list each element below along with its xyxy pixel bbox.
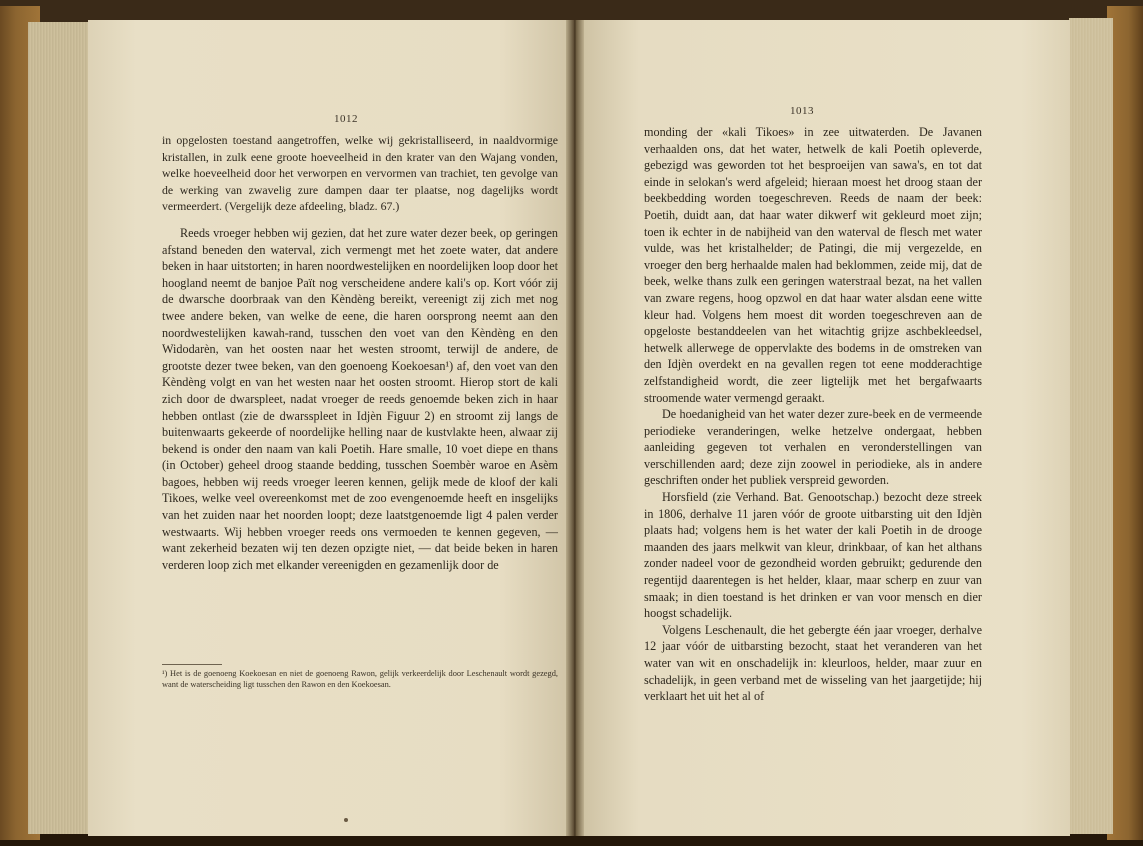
right-paragraph-3: Horsfield (zie Verhand. Bat. Genootschap.) bezocht deze streek in 1806, derhalve 11 jaren vóór de groote uitbarsting uit den Idjèn plaats had; volgens hem is het water der kali Poetih in de drooge maanden des jaars melkwit van kleur, drinkbaar, of kan het althans zonder nadeel voor de gezondheid worden gebruikt; gedurende den regentijd daarentegen is het helder, klaar, maar scherp en zuur van smaak; in dien toestand is het drinken er van voor mensch en dier hoogst schadelijk. [644, 490, 982, 621]
right-page-text [644, 124, 982, 705]
left-paragraph-2: Reeds vroeger hebben wij gezien, dat het zure water dezer beek, op geringen afstand beneden den waterval, zich vermengt met het zoete water, dat andere beken in haar uitstorten; in haren noordwestelijken en noordelijken loop door het hoogland neemt de banjoe Paït nog verscheidene andere kali's op. Kort vóór zij de dwarsche doorbraak van den Kèndèng bereikt, vereenigt zij zich met nog twee andere beken, van welke de eene, die haren oorsprong neemt aan den noordwestelijken kawah-rand, tusschen den voet van den Kèndèng en den Widodarèn, van het oosten naar het westen stroomt, terwijl de andere, de grootste dezer twee beken, van den goenoeng Koekoesan¹) af, den voet van den Kèndèng volgt en van het westen naar het oosten stroomt. Hierop stort de kali zich door de dwarspleet, nadat vroeger de reeds genoemde beken zich in haar hebben ontlast (zie de dwarsspleet in Idjèn Figuur 2) en stroomt zij langs de buitenwaarts gekeerde of noordelijke helling naar de kustvlakte heen, alwaar zij bekend is onder den naam van kali Poetih. Hare smalle, 10 voet diepe en thans (in October) geheel droog staande bedding, tusschen Soembèr waroe en Asèm bagoes, hebben wij reeds vroeger leeren kennen, gelijk mede de kloof der kali Tikoes, welke veel overeenkomst met de zoo evengenoemde heeft en insgelijks van het zuiden naar het noorden loopt; deze laatstgenoemde ligt 4 palen verder westwaarts. Wij hebben vroeger reeds ons vermoeden te kennen gegeven, — want zekerheid bezaten wij ten dezen opzigte niet, — dat beide beken in haren verderen loop zich met elkander vereenigden en gezamenlijk door de [162, 225, 558, 572]
footnote-rule [162, 664, 222, 665]
left-page-number: 1012 [334, 113, 358, 125]
book-gutter [566, 20, 584, 836]
right-paragraph-1: monding der «kali Tikoes» in zee uitwaterden. De Javanen verhaalden ons, dat het water, hetwelk de kali Poetih opleverde, gebezigd was geworden tot het besproeijen van sawa's, en tot dat einde in selokan's werd afgeleid; hieraan moest het droog staan der beekbedding worden toegeschreven. Reeds de naam der beek: Poetih, duidt aan, dat haar water dikwerf wit gekleurd moet zijn; toen ik echter in de nabijheid van den waterval de flesch met water vulde, was het kristalhelder; de Patingi, die mij vergezelde, en vroeger den berg herhaalde malen had beklommen, zeide mij, dat de beek, welke thans zulk een geringen waterstraal bezat, na het vallen van zware regens, hoog opzwol en dat haar water alsdan eene witte kleur had. Volgens hem moest dit worden toegeschreven aan de opgeloste bestanddeelen van het witachtig grijze aschbekleedsel, hetwelk allerwege de oppervlakte des bodems in de omstreken van den Idjèn overdekt en na gevallen regen tot eene modderachtige zelfstandigheid wordt, die zeer ligtelijk met het bergafwaarts stroomende water vermengd geraakt. [644, 125, 982, 405]
page-edges-right [1069, 18, 1113, 834]
page-edges-left [28, 22, 90, 834]
left-footnote: ¹) Het is de goenoeng Koekoesan en niet de goenoeng Rawon, gelijk verkeerdelijk door Leschenault wordt gezegd, want de waterscheiding ligt tusschen den Rawon en den Koekoesan. [162, 669, 558, 690]
right-paragraph-4: Volgens Leschenault, die het gebergte één jaar vroeger, derhalve 12 jaar vóór de uitbarsting bezocht, staat het veranderen van het water van wit en onschadelijk in: kleurloos, helder, maar zuur en schadelijk, in geen verband met de wisseling van het jaargetijde; hij verklaart het uit het al of [644, 622, 982, 704]
page-mark [344, 818, 348, 822]
right-paragraph-2: De hoedanigheid van het water dezer zure-beek en de vermeende periodieke veranderingen, welke hetzelve ondergaat, hebben aanleiding gegeven tot verhalen en veronderstellingen van verschillenden aard; deze zijn zoowel in periodieke, als in andere geschriften onder het publiek verspreid geworden. [644, 407, 982, 488]
right-page-number: 1013 [790, 105, 814, 117]
left-paragraph-1: in opgelosten toestand aangetroffen, welke wij gekristalliseerd, in naaldvormige kristallen, in zulk eene groote hoeveelheid in den krater van den Wajang vonden, welke hoeveelheid door het verworpen en vervormen van trachiet, ten gevolge van de werking van zwavelig zure dampen daar ter plaatse, nog dagelijks wordt vermeerdert. (Vergelijk deze afdeeling, bladz. 67.) [162, 133, 558, 214]
left-page-text [162, 132, 558, 573]
